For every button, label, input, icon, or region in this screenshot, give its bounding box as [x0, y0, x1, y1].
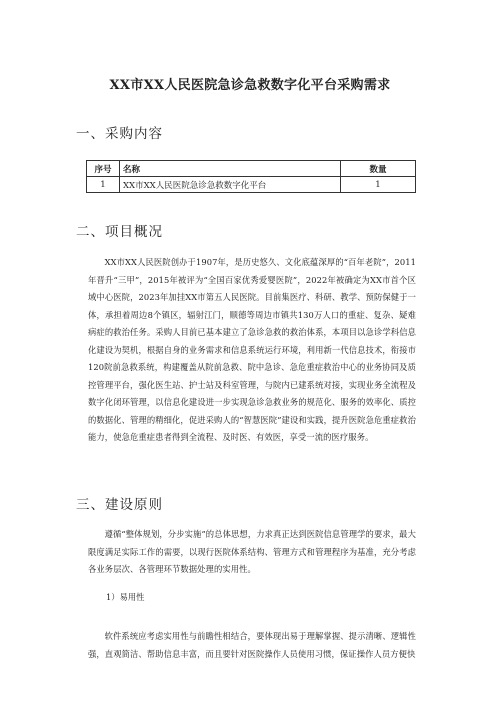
usability-paragraph: 软件系统应考虑实用性与前瞻性相结合，要体现出易于理解掌握、提示清晰、逻辑性强，直观简洁、帮助信息丰富，而且要针对医院操作人员使用习惯，保证操作人员方便快 — [88, 631, 416, 659]
sub-item-usability: 1）易用性 — [106, 592, 145, 602]
section-heading-procurement: 一、采购内容 — [76, 126, 163, 142]
document-title: XX市XX人民医院急诊急救数字化平台采购需求 — [109, 78, 391, 93]
principle-paragraph: 遵循“整体规划，分步实施”的总体思想，力求真正达到医院信息管理学的要求，最大限度满足实际工作的需要，以现行医院体系结构、管理方式和管理程序为基准，充分考虑各业务层次、各管理环节数据处理的实用性。 — [88, 529, 416, 574]
table-header-row — [87, 161, 416, 177]
table-cell-qty: 1 — [341, 177, 416, 193]
section-heading-principles: 三、建设原则 — [76, 497, 163, 513]
table-cell-no: 1 — [87, 177, 120, 193]
table-header-name: 名称 — [120, 161, 341, 177]
overview-paragraph: XX市XX人民医院创办于1907年，是历史悠久、文化底蕴深厚的“百年老院”，2011年晋升“三甲”，2015年被评为“全国百家优秀爱婴医院”，2022年被确定为XX市首个区域中心医院，2023年加挂XX市第五人民医院。目前集医疗、科研、教学、预防保健于一体，承担着周边8个镇区，辐射江门，顺德等周边市镇共130万人口的重症、复杂、疑难病症的救治任务。采购人目前已基本建立了急诊急救的救治体系，本项目以急诊学科信息化建设为契机，根据自身的业务需求和信息系统运行环境，利用新一代信息技术，衔接市120院前急救系统，构建覆盖从院前急救、院中急诊、急危重症救治中心的业务协同及质控管理平台，强化医生站、护士站及科室管理，与院内已建系统对接，实现业务全流程及数字化闭环管理，以信息化建设进一步实现急诊急救业务的规范化、服务的效率化、质控的数据化、管理的精细化，促进采购人的“智慧医院”建设和实践，提升医院急危重症救治能力，使急危重症患者得到全流程、及时医、有效医，享受一流的医疗服务。 — [88, 257, 416, 442]
table-row — [87, 177, 416, 193]
table-header-no: 序号 — [87, 161, 120, 177]
table-header-qty: 数量 — [341, 161, 416, 177]
section-heading-overview: 二、项目概况 — [76, 224, 163, 240]
procurement-table — [86, 160, 416, 193]
table-cell-name: XX市XX人民医院急诊急救数字化平台 — [120, 177, 341, 193]
